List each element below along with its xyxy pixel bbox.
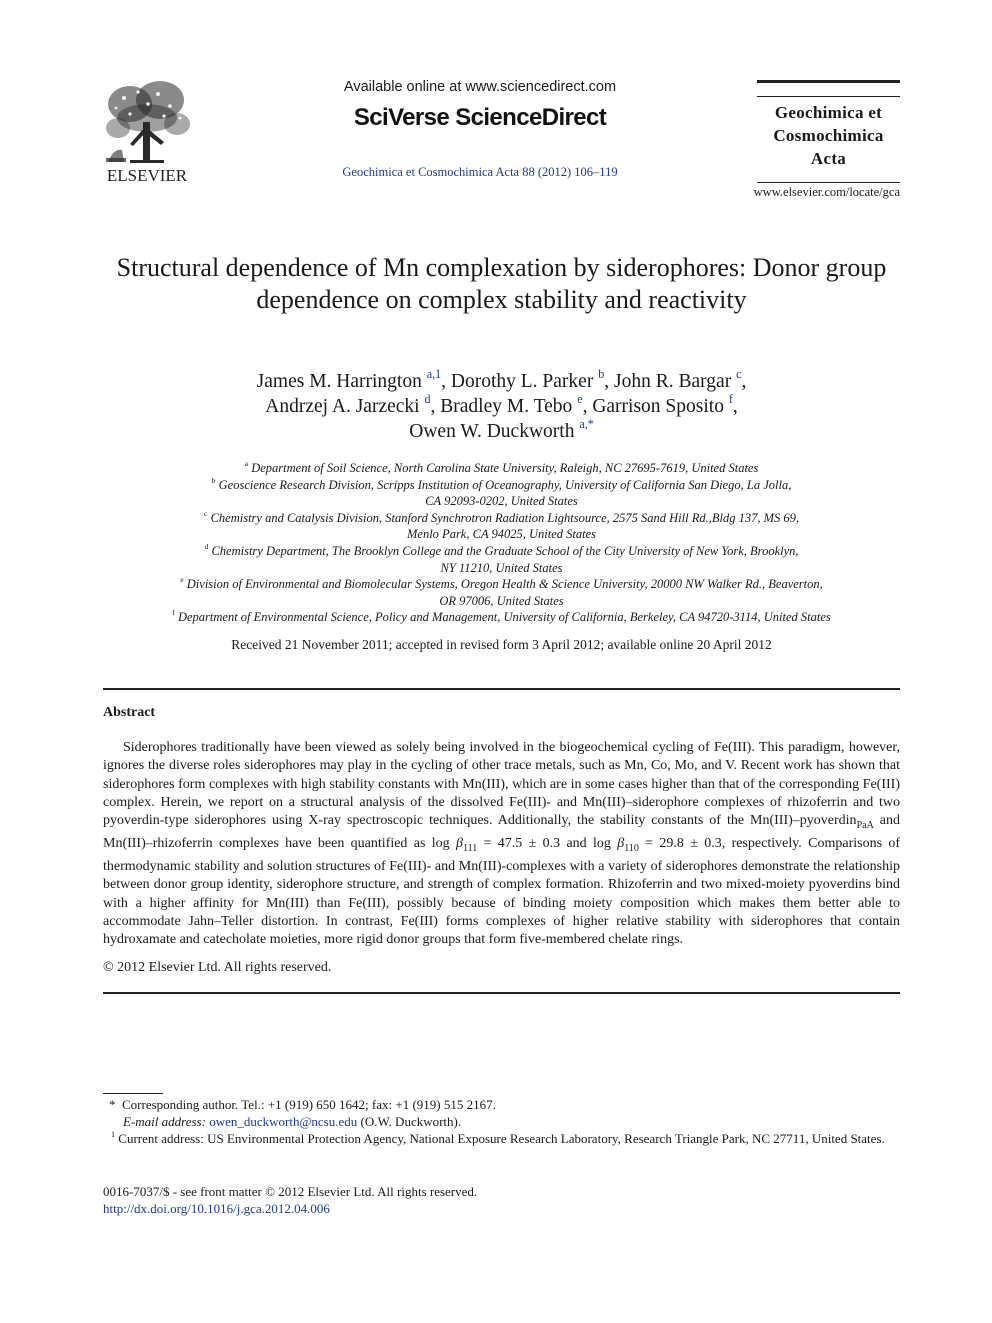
doi-link[interactable]: http://dx.doi.org/10.1016/j.gca.2012.04.006 (103, 1201, 330, 1216)
journal-title-box (757, 80, 900, 183)
author-separator: , (430, 396, 441, 417)
abstract-copyright: © 2012 Elsevier Ltd. All rights reserved. (103, 960, 332, 975)
author-affil-sup[interactable]: e (577, 391, 583, 406)
affiliation-text: Chemistry and Catalysis Division, Stanford Synchrotron Radiation Lightsource, 2575 Sand Hill Rd.,Bldg 137, MS 69, (210, 510, 799, 525)
issn-line: 0016-7037/$ - see front matter © 2012 Elsevier Ltd. All rights reserved. (103, 1184, 478, 1199)
affiliation-mark: e (180, 575, 184, 585)
journal-box-rule (757, 96, 900, 97)
affiliation-text: Department of Soil Science, North Carolina State University, Raleigh, NC 27695-7619, United States (251, 461, 759, 475)
author-affil-sup[interactable]: f (728, 391, 733, 406)
available-online-text: Available online at www.sciencedirect.com (343, 79, 617, 95)
author-affil-sup[interactable]: d (424, 391, 431, 406)
footnotes (103, 1096, 900, 1147)
subscript-111: 111 (462, 842, 478, 854)
journal-url[interactable]: www.elsevier.com/locate/gca (753, 185, 900, 199)
subscript-paa: PaA (856, 819, 874, 831)
author-separator: , (741, 371, 747, 392)
article-dates: Received 21 November 2011; accepted in revised form 3 April 2012; available online 20 April 2012 (231, 637, 772, 652)
affiliations (115, 460, 888, 626)
email-label: E-mail address: (123, 1114, 206, 1129)
author-separator: , (582, 396, 593, 417)
affiliation-f (115, 609, 888, 626)
author-name[interactable]: Owen W. Duckworth (409, 421, 575, 442)
author-name[interactable]: Garrison Sposito (592, 396, 724, 417)
affiliation-b (115, 477, 888, 510)
journal-title (757, 101, 900, 170)
beta-symbol: β (455, 836, 463, 852)
affiliation-text-cont: NY 11210, United States (440, 560, 563, 575)
abstract-paragraph (103, 739, 900, 949)
article-title: Structural dependence of Mn complexation by siderophores: Donor group dependence on complex stability and reactivity (116, 253, 887, 314)
abstract-body (103, 739, 900, 949)
affiliation-mark: f (172, 608, 175, 618)
abstract-top-rule (103, 688, 900, 690)
author-line-1 (103, 366, 900, 394)
journal-title-line-3: Acta (810, 149, 847, 168)
abstract-text: = 47.5 ± 0.3 and log (477, 836, 618, 852)
beta-symbol: β (617, 836, 625, 852)
affiliation-mark: c (204, 508, 208, 518)
affiliation-mark: b (211, 475, 216, 485)
author-affil-sup[interactable]: b (598, 366, 605, 381)
journal-title-line-1: Geochimica et (774, 103, 883, 122)
author-name[interactable]: Andrzej A. Jarzecki (265, 396, 420, 417)
footnote-email (103, 1113, 900, 1130)
footnote-mark: * (109, 1097, 116, 1112)
footnote-mark: 1 (111, 1129, 116, 1139)
author-affil-sup[interactable]: a,* (579, 416, 594, 431)
elsevier-wordmark: ELSEVIER (106, 166, 188, 184)
subscript-110: 110 (624, 842, 639, 854)
email-link[interactable]: owen_duckworth@ncsu.edu (209, 1114, 358, 1129)
elsevier-tree-icon (100, 78, 194, 184)
footnote-rule (103, 1093, 163, 1094)
author-affil-sup[interactable]: c (736, 366, 742, 381)
affiliation-d (115, 543, 888, 576)
footnote-text: Corresponding author. Tel.: +1 (919) 650 1642; fax: +1 (919) 515 2167. (122, 1097, 496, 1112)
affiliation-text: Department of Environmental Science, Policy and Management, University of California, Berkeley, CA 94720-3114, United States (177, 610, 831, 625)
author-list (103, 366, 900, 444)
author-separator: , (604, 371, 615, 392)
affiliation-text: Chemistry Department, The Brooklyn College and the Graduate School of the City University of New York, Brooklyn, (211, 543, 799, 558)
affiliation-mark: d (204, 542, 209, 552)
author-name[interactable]: James M. Harrington (256, 371, 422, 392)
author-line-3 (103, 416, 900, 444)
elsevier-logo (100, 78, 194, 184)
affiliation-text: Geoscience Research Division, Scripps Institution of Oceanography, University of California San Diego, La Jolla, (218, 477, 792, 492)
affiliation-e (115, 576, 888, 609)
footnote-text: Current address: US Environmental Protection Agency, National Exposure Research Laboratory, Research Triangle Park, NC 27711, United States. (118, 1131, 885, 1146)
abstract-text: Siderophores traditionally have been viewed as solely being involved in the biogeochemical cycling of Fe(III). This paradigm, however, ignores the diverse roles siderophores may play in the cycling of other trace metals, such as Mn, Co, Mo, and V. Recent work has shown that siderophores form complexes with high stability constants with Mn(III), which are in some cases higher than that of the corresponding Fe(III) complex. Herein, we report on a structural analysis of the dissolved Fe(III)- and Mn(III)–siderophore complexes of rhizoferrin and two pyoverdin-type siderophores using X-ray spectroscopic techniques. Additionally, the stability constants of the Mn(III)–pyoverdin (103, 740, 900, 828)
author-name[interactable]: Bradley M. Tebo (440, 396, 573, 417)
affiliation-text-cont: Menlo Park, CA 94025, United States (407, 527, 596, 542)
author-affil-sup[interactable]: a,1 (426, 366, 442, 381)
affiliation-c (115, 510, 888, 543)
footnote-corresponding (103, 1096, 900, 1113)
author-line-2 (103, 391, 900, 419)
sciencedirect-brand[interactable]: SciVerse ScienceDirect (353, 104, 607, 131)
abstract-bottom-rule (103, 992, 900, 994)
abstract-text: and Mn(III)–rhizoferrin complexes have been quantified as log (103, 813, 900, 852)
affiliation-a (115, 460, 888, 477)
front-matter (103, 1183, 900, 1217)
author-separator: , (441, 371, 451, 392)
abstract-heading: Abstract (103, 705, 156, 720)
abstract-text: = 29.8 ± 0.3, respectively. Comparisons of thermodynamic stability and solution structures of Fe(III)- and Mn(III)-complexes with a variety of siderophores demonstrate the relationship between donor group identity, siderophore structure, and strength of complex formation. Rhizoferrin and two mixed-moiety pyoverdins bind with a higher affinity for Mn(III) than Fe(III), possibly because of binding moiety composition which makes them better able to accommodate Jahn–Teller distortion. In contrast, Fe(III) forms complexes of higher relative stability with siderophores that contain hydroxamate and catecholate moieties, more rigid donor groups that form five-membered chelate rings. (103, 836, 901, 948)
author-name[interactable]: John R. Bargar (614, 371, 732, 392)
author-separator: , (732, 396, 738, 417)
author-name[interactable]: Dorothy L. Parker (450, 371, 594, 392)
footnote-current-address (103, 1130, 900, 1147)
journal-title-line-2: Cosmochimica (773, 126, 884, 145)
affiliation-mark: a (244, 459, 249, 469)
affiliation-text: Division of Environmental and Biomolecular Systems, Oregon Health & Science University, 20000 NW Walker Rd., Beaverton, (186, 577, 823, 592)
affiliation-text-cont: OR 97006, United States (439, 593, 564, 608)
affiliation-text-cont: CA 92093-0202, United States (425, 494, 578, 509)
journal-citation[interactable]: Geochimica et Cosmochimica Acta 88 (2012) 106–119 (342, 165, 618, 179)
email-owner: (O.W. Duckworth). (360, 1114, 462, 1129)
